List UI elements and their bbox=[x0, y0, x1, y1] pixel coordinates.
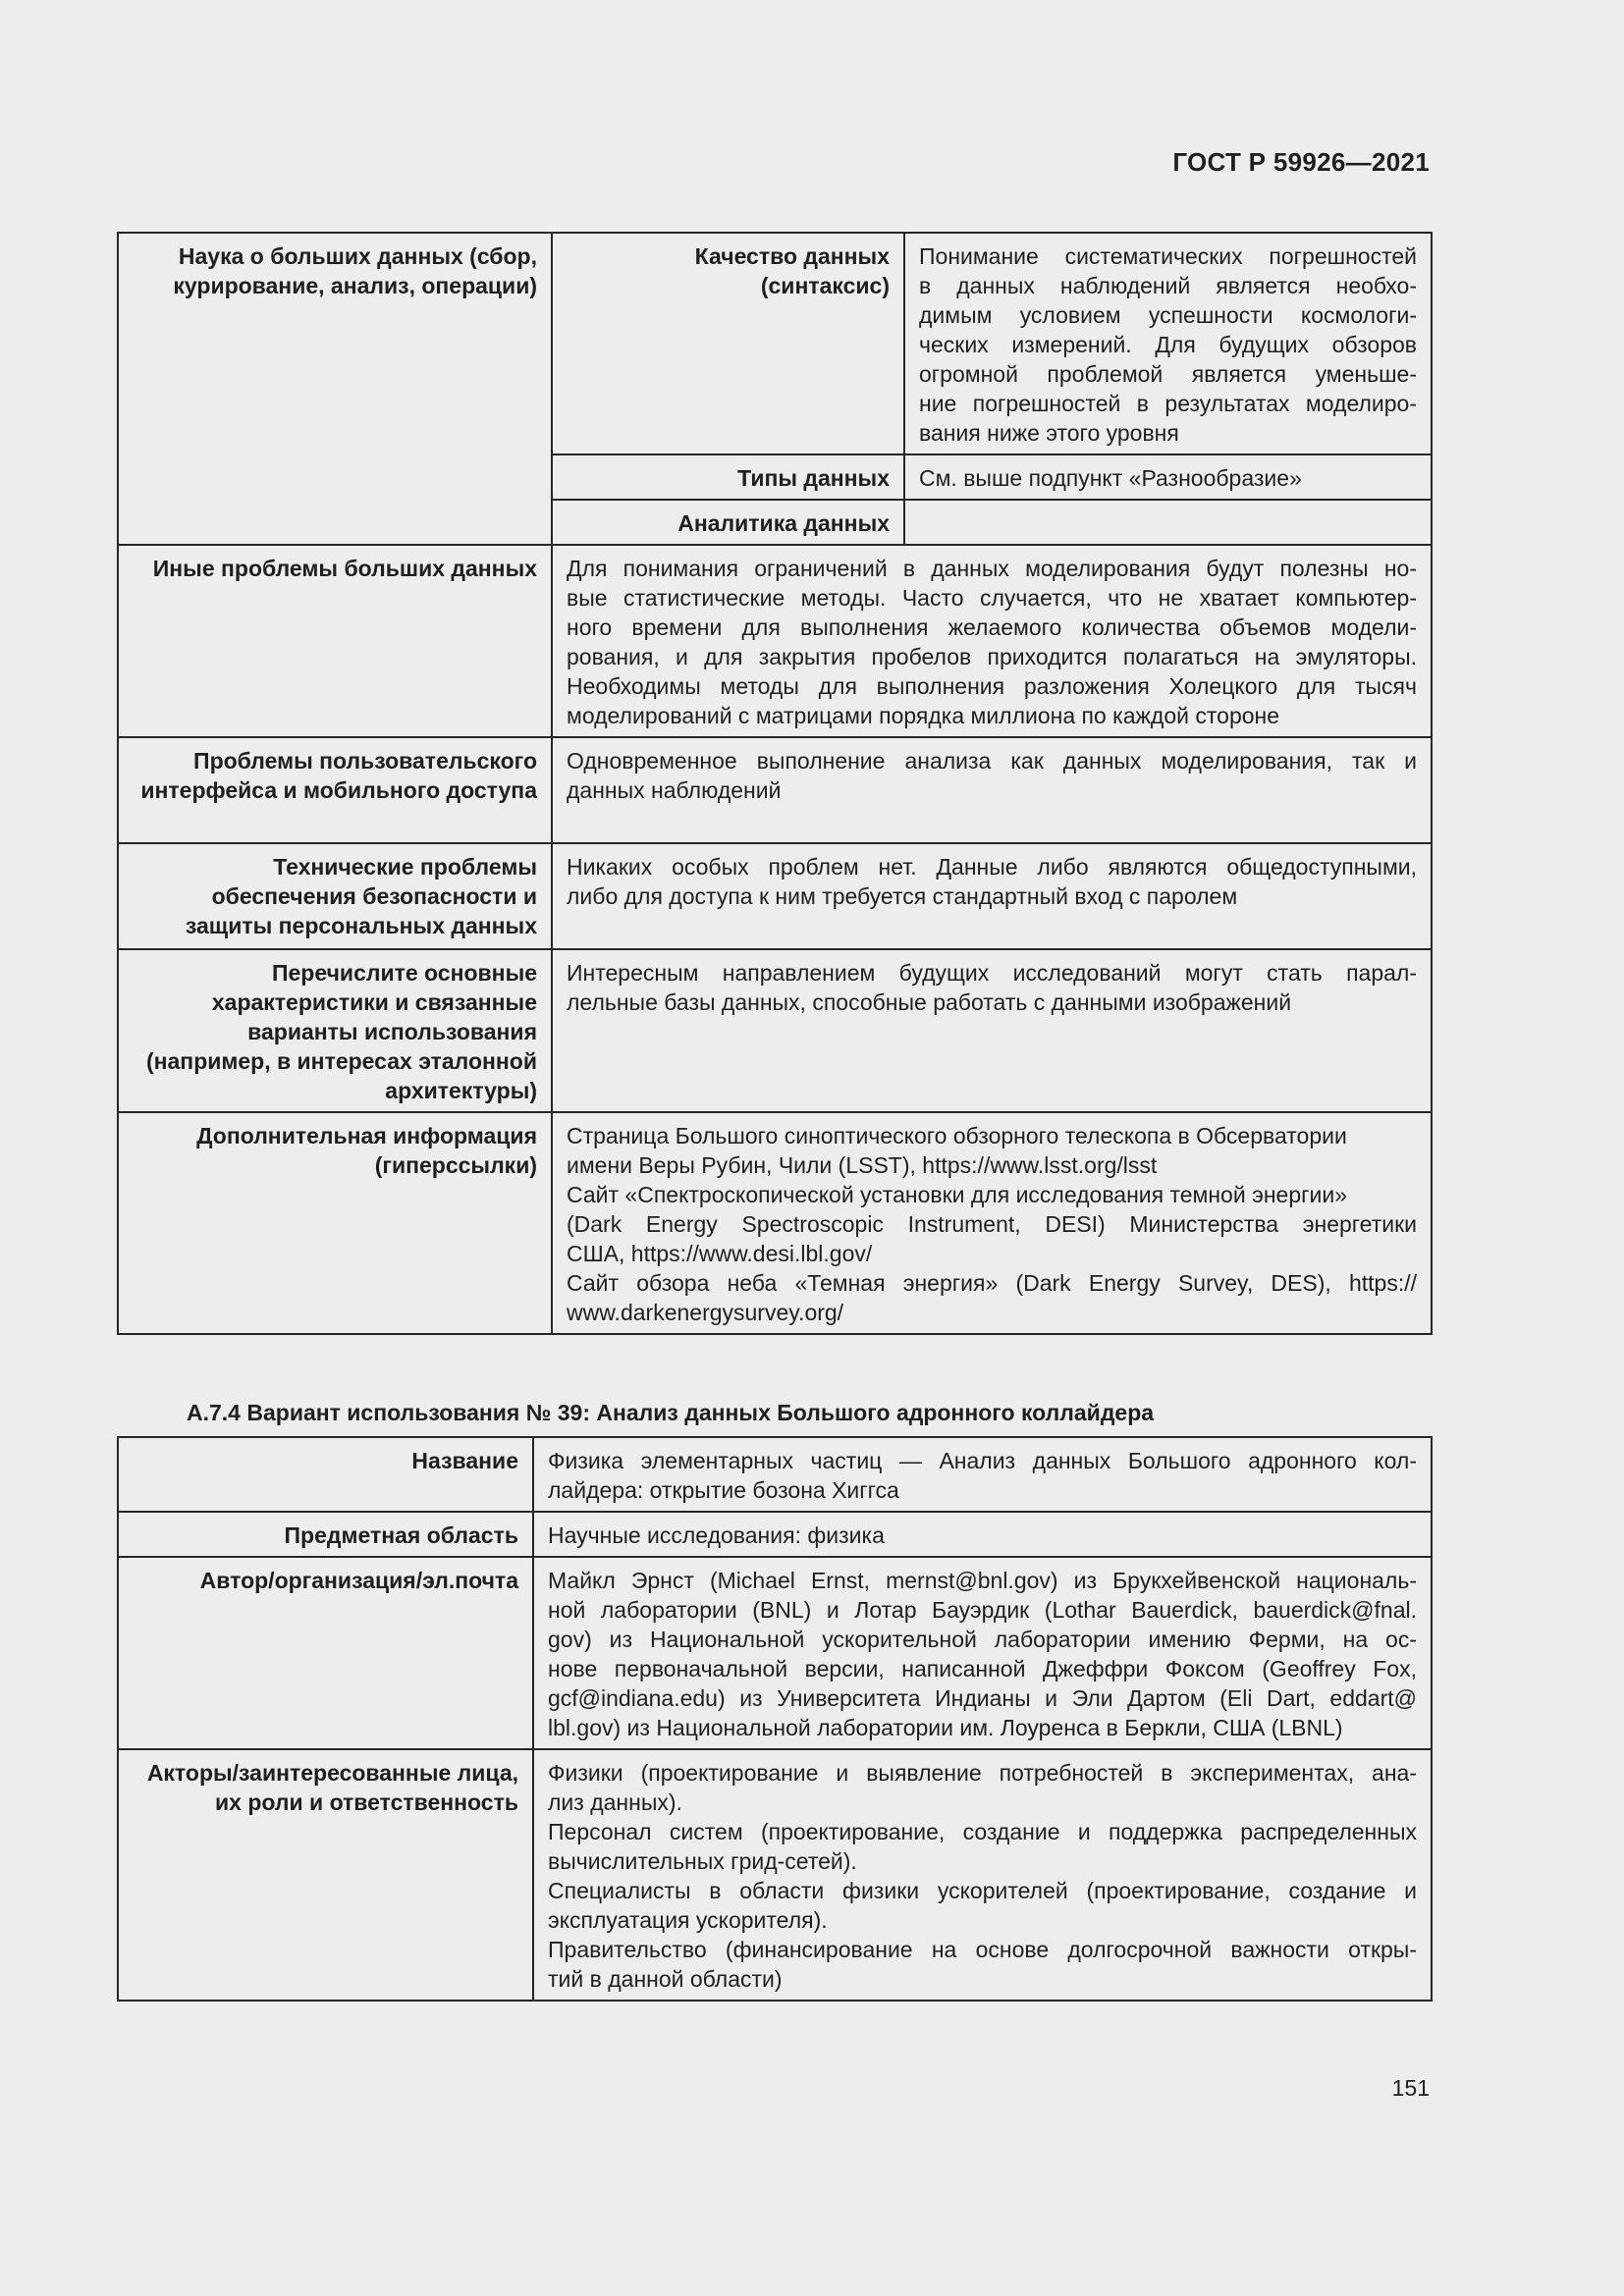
text-line: Одновременное выполнение анализа как данных моделирования, так и bbox=[567, 748, 1417, 774]
text-line: ние погрешностей в результатах моделиро- bbox=[919, 391, 1417, 416]
cell-security bbox=[552, 843, 1432, 949]
row-label-actors: Акторы/заинтересованные лица, их роли и ответственность bbox=[118, 1749, 533, 2001]
text-line: лайдера: открытие бозона Хиггса bbox=[548, 1477, 899, 1503]
document-id: ГОСТ Р 59926—2021 bbox=[1172, 147, 1430, 177]
table-row bbox=[118, 233, 1432, 454]
text-line: США, https://www.desi.lbl.gov/ bbox=[567, 1241, 873, 1266]
row-label-features: Перечислите основные характеристики и связанные варианты использования (например, в интересах эталонной архитектуры) bbox=[118, 949, 552, 1112]
text-line: ческих измерений. Для будущих обзоров bbox=[919, 332, 1417, 357]
text-line: Страница Большого синоптического обзорного телескопа в Обсерватории bbox=[567, 1123, 1347, 1148]
text-line: gcf@indiana.edu) из Университета Индианы и Эли Дартом (Eli Dart, eddart@ bbox=[548, 1685, 1417, 1711]
text-line: нове первоначальной версии, написанной Джеффри Фоксом (Geoffrey Fox, bbox=[548, 1656, 1417, 1682]
text-line: ной лаборатории (BNL) и Лотар Бауэрдик (Lothar Bauerdick, bauerdick@fnal. bbox=[548, 1597, 1417, 1623]
text-line: Персонал систем (проектирование, создание и поддержка распределенных bbox=[548, 1819, 1417, 1844]
text-line: тий в данной области) bbox=[548, 1966, 783, 1992]
text-line: Физики (проектирование и выявление потребностей в экспериментах, ана- bbox=[548, 1760, 1417, 1786]
text-line: gov) из Национальной ускорительной лаборатории имению Ферми, на ос- bbox=[548, 1627, 1417, 1652]
text-line: в данных наблюдений является необхо- bbox=[919, 273, 1417, 298]
text-line: Правительство (финансирование на основе долгосрочной важности откры- bbox=[548, 1937, 1417, 1962]
cell-data-quality bbox=[904, 233, 1432, 454]
text-line: лиз данных). bbox=[548, 1789, 682, 1815]
text-line: Для понимания ограничений в данных моделирования будут полезны но- bbox=[567, 556, 1417, 581]
text-line: Сайт «Спектроскопической установки для исследования темной энергии» bbox=[567, 1182, 1347, 1207]
text-line: ного времени для выполнения желаемого количества объемов модели- bbox=[567, 614, 1417, 640]
text-line: Понимание систематических погрешностей bbox=[919, 243, 1417, 269]
table-row bbox=[118, 1557, 1432, 1749]
row-label-author: Автор/организация/эл.почта bbox=[118, 1557, 533, 1749]
cell-domain: Научные исследования: физика bbox=[533, 1512, 1432, 1557]
row-label-ui-problems: Проблемы пользовательского интерфейса и мобильного доступа bbox=[118, 737, 552, 843]
text-line: Специалисты в области физики ускорителей (проектирование, создание и bbox=[548, 1878, 1417, 1903]
cell-name bbox=[533, 1437, 1432, 1512]
text-line: моделирований с матрицами порядка миллиона по каждой стороне bbox=[567, 703, 1280, 728]
text-line: либо для доступа к ним требуется стандартный вход с паролем bbox=[567, 883, 1238, 909]
row-label-data-types: Типы данных bbox=[552, 454, 904, 500]
text-line: Интересным направлением будущих исследований могут стать парал- bbox=[567, 960, 1417, 986]
table-row bbox=[118, 1512, 1432, 1557]
cell-additional-info bbox=[552, 1112, 1432, 1334]
table-row bbox=[118, 545, 1432, 737]
table-row bbox=[118, 949, 1432, 1112]
text-line: огромной проблемой является уменьше- bbox=[919, 361, 1417, 387]
text-line: Физика элементарных частиц — Анализ данных Большого адронного кол- bbox=[548, 1448, 1417, 1473]
cell-actors bbox=[533, 1749, 1432, 2001]
text-line: Никаких особых проблем нет. Данные либо являются общедоступными, bbox=[567, 854, 1417, 880]
text-line: вычислительных грид-сетей). bbox=[548, 1848, 857, 1874]
row-label-science: Наука о больших данных (сбор, курирование, анализ, операции) bbox=[118, 233, 552, 545]
text-line: данных наблюдений bbox=[567, 777, 782, 803]
section-title: А.7.4 Вариант использования № 39: Анализ данных Большого адронного коллайдера bbox=[187, 1400, 1155, 1425]
table-row bbox=[118, 1437, 1432, 1512]
row-label-name: Название bbox=[118, 1437, 533, 1512]
cell-other-problems bbox=[552, 545, 1432, 737]
use-case-table-continued bbox=[117, 232, 1433, 1335]
table-row bbox=[118, 843, 1432, 949]
text-line: рования, и для закрытия пробелов приходится полагаться на эмуляторы. bbox=[567, 644, 1417, 669]
text-line: имени Веры Рубин, Чили (LSST), https://www.lsst.org/lsst bbox=[567, 1152, 1158, 1178]
cell-features bbox=[552, 949, 1432, 1112]
text-line: lbl.gov) из Национальной лаборатории им. Лоуренса в Беркли, США (LBNL) bbox=[548, 1715, 1343, 1740]
cell-data-analytics bbox=[904, 500, 1432, 545]
page-number: 151 bbox=[1391, 2075, 1430, 2101]
text-line: лельные базы данных, способные работать с данными изображений bbox=[567, 989, 1292, 1015]
text-line: димым условием успешности космологи- bbox=[919, 302, 1417, 328]
table-row bbox=[118, 1749, 1432, 2001]
row-label-other-problems: Иные проблемы больших данных bbox=[118, 545, 552, 737]
use-case-39-table bbox=[117, 1436, 1433, 2002]
text-line: эксплуатация ускорителя). bbox=[548, 1907, 828, 1933]
text-line: вания ниже этого уровня bbox=[919, 420, 1179, 446]
row-label-additional-info: Дополнительная информация (гиперссылки) bbox=[118, 1112, 552, 1334]
row-label-domain: Предметная область bbox=[118, 1512, 533, 1557]
text-line: Сайт обзора неба «Темная энергия» (Dark Energy Survey, DES), https:// bbox=[567, 1270, 1417, 1296]
cell-ui-problems bbox=[552, 737, 1432, 843]
cell-data-types: См. выше подпункт «Разнообразие» bbox=[904, 454, 1432, 500]
text-line: (Dark Energy Spectroscopic Instrument, DESI) Министерства энергетики bbox=[567, 1211, 1417, 1237]
text-line: Необходимы методы для выполнения разложения Холецкого для тысяч bbox=[567, 673, 1417, 699]
text-line: www.darkenergysurvey.org/ bbox=[567, 1300, 844, 1325]
text-line: Майкл Эрнст (Michael Ernst, mernst@bnl.gov) из Брукхейвенской националь- bbox=[548, 1568, 1417, 1593]
cell-author bbox=[533, 1557, 1432, 1749]
text-line: вые статистические методы. Часто случается, что не хватает компьютер- bbox=[567, 585, 1417, 611]
row-label-security: Технические проблемы обеспечения безопасности и защиты персональных данных bbox=[118, 843, 552, 949]
table-row bbox=[118, 737, 1432, 843]
table-row bbox=[118, 1112, 1432, 1334]
row-label-data-analytics: Аналитика данных bbox=[552, 500, 904, 545]
row-label-data-quality: Качество данных (синтаксис) bbox=[552, 233, 904, 454]
